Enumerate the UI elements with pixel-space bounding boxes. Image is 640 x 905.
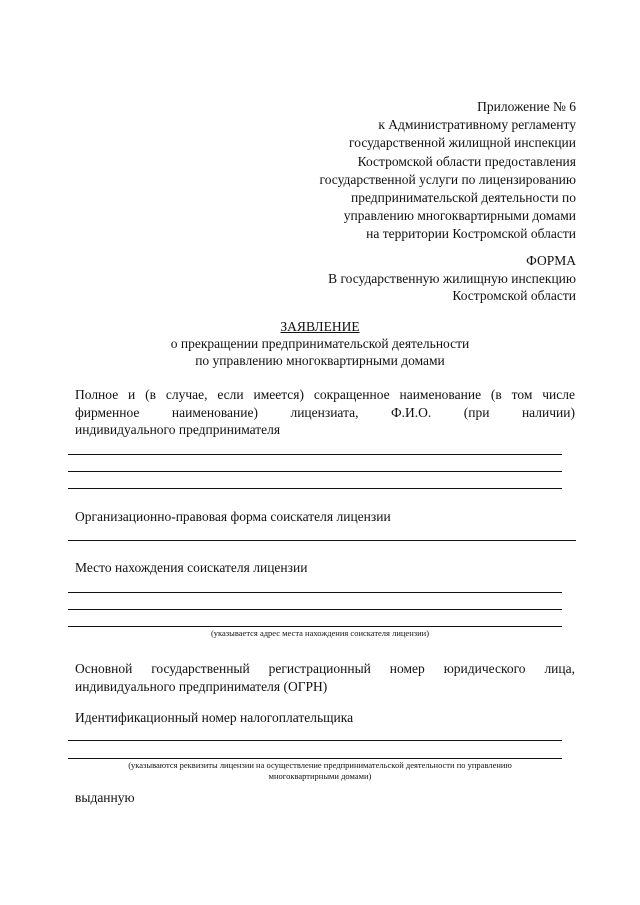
location-caption: (указывается адрес места нахождения соискателя лицензии) [210,628,430,638]
license-input-line[interactable] [68,758,562,759]
addressee-line: В государственную жилищную инспекцию [328,270,576,286]
full-name-input-line[interactable] [68,454,562,455]
ogrn-label-2 [75,678,575,696]
appendix-line: предпринимательской деятельности по [350,190,576,206]
license-caption-line: (указываются реквизиты лицензии на осуществление предпринимательской деятельности по управлению [128,760,512,770]
ogrn-label-line: Основной государственный регистрационный номер юридического лица, [75,661,575,676]
full-name-input-line[interactable] [68,488,562,489]
form-addressee [216,252,576,305]
addressee-line: Костромской области [452,288,576,303]
full-name-label-line: индивидуального предпринимателя [75,422,281,437]
org-form-label: Организационно-правовая форма соискателя лицензии [75,509,391,524]
full-name-label-line: Полное и (в случае, если имеется) сокращенное наименование (в том числе [75,387,575,402]
full-name-label-3 [75,421,575,439]
appendix-line: на территории Костромской области [366,226,576,242]
document-title [0,318,640,369]
location-label: Место нахождения соискателя лицензии [75,560,308,575]
appendix-line: к Административному регламенту [378,117,576,133]
appendix-line: Костромской области предоставления [357,153,576,169]
ogrn-label [75,660,575,678]
full-name-input-line[interactable] [68,471,562,472]
org-form-input-line[interactable] [68,540,576,541]
title-subtitle: по управлению многоквартирными домами [195,353,445,368]
full-name-label [75,386,575,404]
appendix-line: государственной жилищной инспекции [349,135,576,151]
location-input-line[interactable] [68,626,562,627]
form-label: ФОРМА [526,253,576,268]
location-input-line[interactable] [68,592,562,593]
full-name-label-line: фирменное наименование) лицензиата, Ф.И.О. (при наличии) [75,404,575,420]
ogrn-label-line: индивидуального предпринимателя (ОГРН) [75,678,328,694]
license-caption [72,760,568,782]
appendix-line: управлению многоквартирными домами [343,208,576,224]
title-subtitle: о прекращении предпринимательской деятельности [170,336,470,351]
appendix-line: Приложение № 6 [477,99,576,114]
license-caption-line: многоквартирными домами) [268,771,372,781]
issued-label: выданную [75,790,135,805]
inn-label: Идентификационный номер налогоплательщика [75,710,354,725]
inn-input-line[interactable] [68,740,562,741]
location-input-line[interactable] [68,609,562,610]
title-heading: ЗАЯВЛЕНИЕ [280,319,360,334]
appendix-line: государственной услуги по лицензированию [319,171,576,187]
full-name-label-2 [75,404,575,422]
appendix-header [216,98,576,244]
